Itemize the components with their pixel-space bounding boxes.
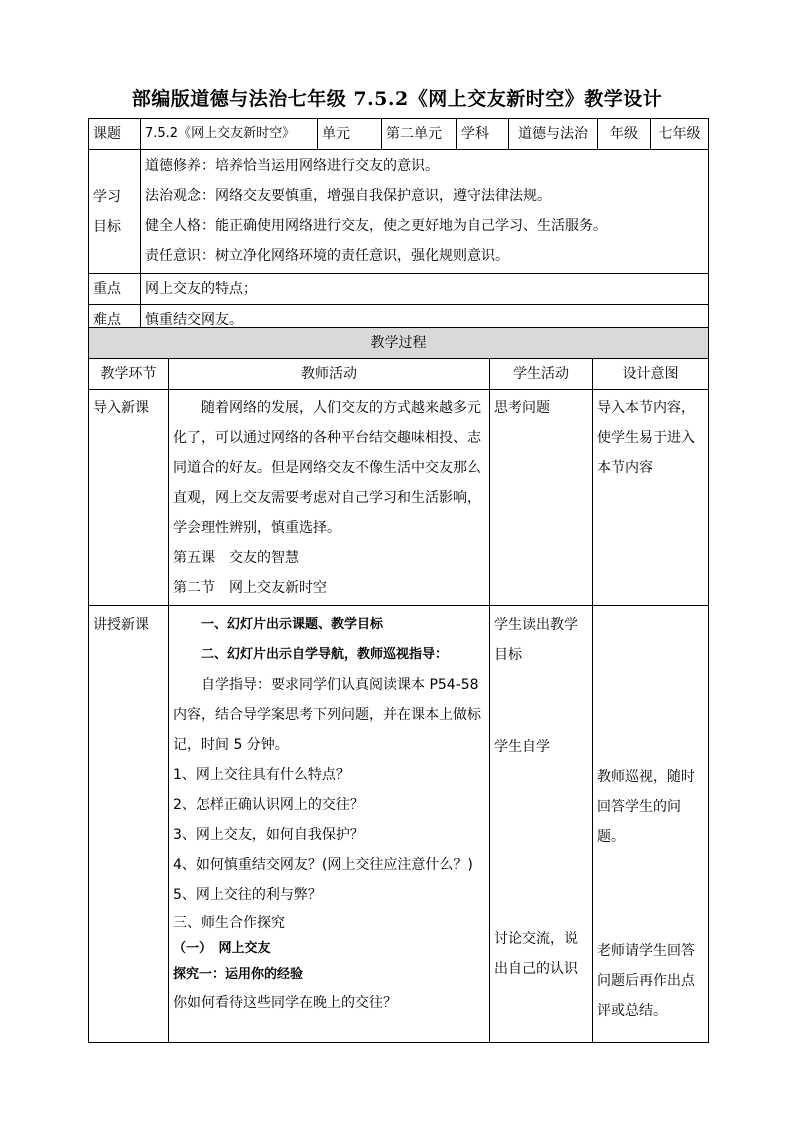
intro-section: 第二节 网上交友新时空 — [173, 580, 327, 596]
page-title: 部编版道德与法治七年级 7.5.2《网上交友新时空》教学设计 — [131, 88, 663, 110]
inquiry-one: 探究一：运用你的经验 — [173, 967, 304, 982]
step-two: 二、幻灯片出示自学导航，教师巡视指导： — [201, 647, 449, 662]
col-intent-header: 设计意图 — [593, 359, 709, 390]
question-1: 1、网上交往具有什么特点？ — [173, 767, 350, 783]
new-teacher-activity — [169, 606, 490, 1043]
objectives-label-line-2: 目标 — [93, 218, 121, 235]
self-study-guide: 自学指导：要求同学们认真阅读课本 P54-58 内容，结合导学案思考下列问题，并在课本上做标记，时间 5 分钟。 — [173, 677, 481, 753]
process-header: 教学过程 — [89, 328, 709, 359]
intro-design-intent: 导入本节内容，使学生易于进入本节内容 — [593, 390, 709, 606]
key-point-label: 重点 — [89, 274, 141, 305]
grade-label: 年级 — [598, 119, 651, 150]
question-4: 4、如何慎重结交网友？(网上交往应注意什么？) — [173, 857, 473, 873]
grade-value: 七年级 — [651, 119, 709, 150]
topic-label: 课题 — [89, 119, 141, 150]
col-stage-header: 教学环节 — [89, 359, 169, 390]
col-student-header: 学生活动 — [490, 359, 593, 390]
unit-value: 第二单元 — [382, 119, 457, 150]
subject-label: 学科 — [457, 119, 509, 150]
intro-paragraph: 随着网络的发展，人们交友的方式越来越多元化了，可以通过网络的各种平台结交趣味相投、志同道合的好友。但是网络交友不像生活中交友那么直观，网上交友需要考虑对自己学习和生活影响，学会理性辨别，慎重选择。 — [173, 400, 481, 536]
step-one: 一、幻灯片出示课题、教学目标 — [201, 617, 384, 632]
question-3: 3、网上交友，如何自我保护？ — [173, 827, 364, 843]
step-three: 三、师生合作探究 — [173, 915, 285, 931]
objective-line: 道德修养：培养恰当运用网络进行交友的意识。 — [145, 158, 439, 174]
key-point-text: 网上交友的特点； — [141, 274, 709, 305]
topic-value: 7.5.2《网上交友新时空》 — [141, 119, 318, 150]
new-design-intent — [593, 606, 709, 1043]
objectives-content — [141, 150, 709, 274]
intent-teacher-review: 老师请学生回答问题后再作出点评或总结。 — [597, 943, 695, 1019]
sub-topic: （一） 网上交友 — [173, 941, 271, 956]
intro-student-activity: 思考问题 — [490, 390, 593, 606]
intent-teacher-patrol: 教师巡视，随时回答学生的问题。 — [597, 769, 695, 845]
new-student-activity — [490, 606, 593, 1043]
student-read-objectives: 学生读出教学目标 — [494, 617, 578, 663]
question-5: 5、网上交往的利与弊？ — [173, 887, 322, 903]
difficulty-label: 难点 — [89, 305, 141, 336]
lesson-info-table — [88, 118, 709, 336]
question-2: 2、怎样正确认识网上的交往？ — [173, 797, 364, 813]
student-self-study: 学生自学 — [494, 739, 550, 755]
new-stage: 讲授新课 — [89, 606, 169, 1043]
objectives-label-line-1: 学习 — [93, 188, 121, 205]
objective-line: 健全人格：能正确使用网络进行交友，使之更好地为自己学习、生活服务。 — [145, 218, 607, 234]
difficulty-text: 慎重结交网友。 — [141, 305, 709, 336]
unit-label: 单元 — [318, 119, 382, 150]
col-teacher-header: 教师活动 — [169, 359, 490, 390]
intro-stage: 导入新课 — [89, 390, 169, 606]
objective-line: 法治观念：网络交友要慎重，增强自我保护意识，遵守法律法规。 — [145, 188, 551, 204]
intro-lesson: 第五课 交友的智慧 — [173, 550, 299, 566]
student-discussion: 讨论交流，说出自己的认识 — [494, 931, 578, 977]
objectives-label — [89, 150, 141, 274]
teaching-process-table — [88, 327, 709, 1043]
inquiry-question: 你如何看待这些同学在晚上的交往？ — [173, 995, 397, 1011]
subject-value: 道德与法治 — [509, 119, 598, 150]
objective-line: 责任意识：树立净化网络环境的责任意识，强化规则意识。 — [145, 248, 509, 264]
intro-teacher-activity — [169, 390, 490, 606]
